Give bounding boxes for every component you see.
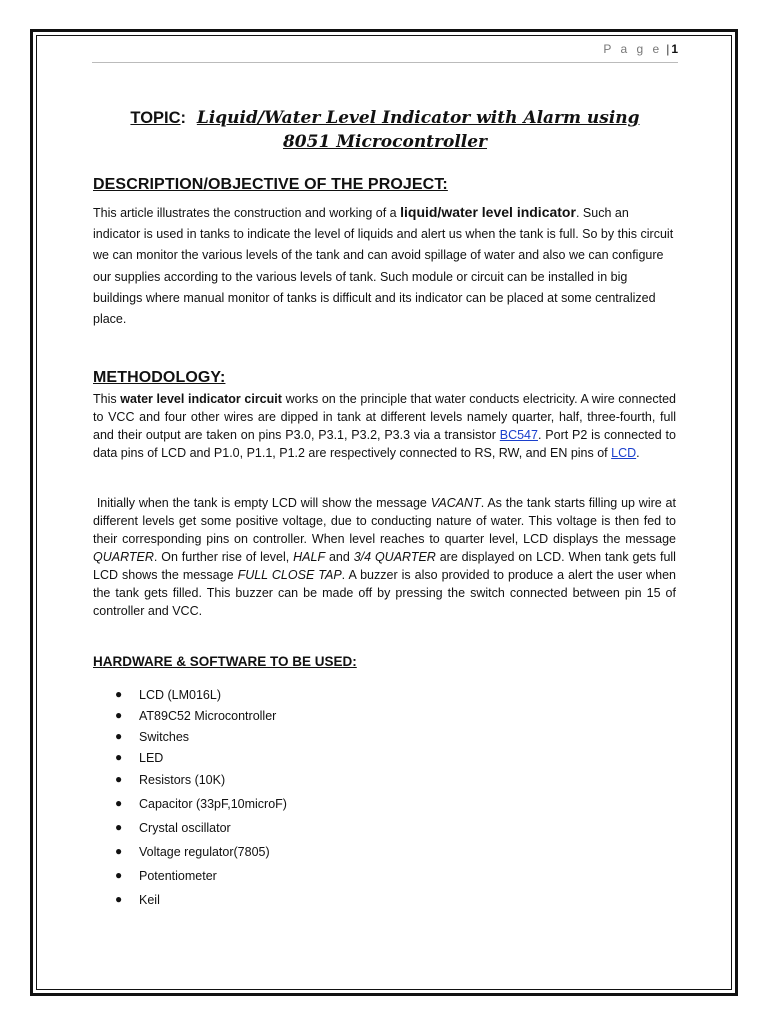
bullet-icon: ● xyxy=(115,772,123,786)
list-item: ● Resistors (10K) xyxy=(115,772,226,787)
bullet-icon: ● xyxy=(115,687,123,701)
title-line-1: Liquid/Water Level Indicator with Alarm using xyxy=(196,108,640,128)
list-item: ● AT89C52 Microcontroller xyxy=(115,708,277,723)
hardware-list xyxy=(115,688,287,915)
list-item: ● Keil xyxy=(115,892,160,907)
title-line-2: 8051 Microcontroller xyxy=(282,132,488,152)
topic-label: TOPIC: xyxy=(130,109,187,127)
list-item: ● LCD (LM016L) xyxy=(115,687,221,702)
bullet-icon: ● xyxy=(115,708,123,722)
page-separator: | xyxy=(666,42,670,56)
description-heading: DESCRIPTION/OBJECTIVE OF THE PROJECT: xyxy=(93,176,448,193)
methodology-heading: METHODOLOGY: xyxy=(93,369,226,386)
bullet-icon: ● xyxy=(115,820,123,834)
description-paragraph: This article illustrates the construction and working of a liquid/water level indicator. Such an indicator is used in tanks to indicate the level of liquids and alert us when the tank is full. So by this circuit we can monitor the various levels of the tank and can avoid spillage of water and also we can configure our supplies according to the various levels of tank. Such module or circuit can be installed in big buildings where manual monitor of tanks is difficult and its indicator can be placed at some centralized place. xyxy=(93,204,674,327)
bullet-icon: ● xyxy=(115,892,123,906)
page-title xyxy=(92,106,678,154)
bullet-icon: ● xyxy=(115,729,123,743)
lcd-link[interactable]: LCD xyxy=(611,446,637,460)
methodology-paragraph-2: Initially when the tank is empty LCD will show the message VACANT. As the tank starts filling up wire at different levels get some positive voltage, due to conducting nature of water. This voltage is then fed to their corresponding pins on controller. When level reaches to quarter level, LCD displays the message QUARTER. On further rise of level, HALF and 3/4 QUARTER are displayed on LCD. When tank gets full LCD shows the message FULL CLOSE TAP. A buzzer is also provided to produce a alert the user when the tank gets filled. This buzzer can be made off by pressing the switch connected between pin 15 of controller and VCC. xyxy=(93,496,676,618)
bullet-icon: ● xyxy=(115,750,123,764)
bullet-icon: ● xyxy=(115,868,123,882)
list-item: ● LED xyxy=(115,750,164,765)
bc547-link[interactable]: BC547 xyxy=(499,428,538,442)
page-number: 1 xyxy=(671,42,678,56)
hardware-heading: HARDWARE & SOFTWARE TO BE USED: xyxy=(93,654,357,669)
list-item: ● Crystal oscillator xyxy=(115,820,231,835)
bullet-icon: ● xyxy=(115,844,123,858)
list-item: ● Potentiometer xyxy=(115,868,217,883)
bullet-icon: ● xyxy=(115,796,123,810)
list-item: ● Capacitor (33pF,10microF) xyxy=(115,796,287,811)
list-item: ● Switches xyxy=(115,729,190,744)
page-header xyxy=(92,42,678,63)
page-label: P a g e xyxy=(603,42,663,56)
list-item: ● Voltage regulator(7805) xyxy=(115,844,270,859)
methodology-paragraph-1: This water level indicator circuit works on the principle that water conducts electricity. A wire connected to VCC and four other wires are dipped in tank at different levels namely quarter, half, three-fourth, full and their output are taken on pins P3.0, P3.1, P3.2, P3.3 via a transistor BC547. Port P2 is connected to data pins of LCD and P1.0, P1.1, P1.2 are respectively connected to RS, RW, and EN pins of LCD. xyxy=(93,392,676,460)
description-highlight: liquid/water level indicator xyxy=(400,204,576,220)
